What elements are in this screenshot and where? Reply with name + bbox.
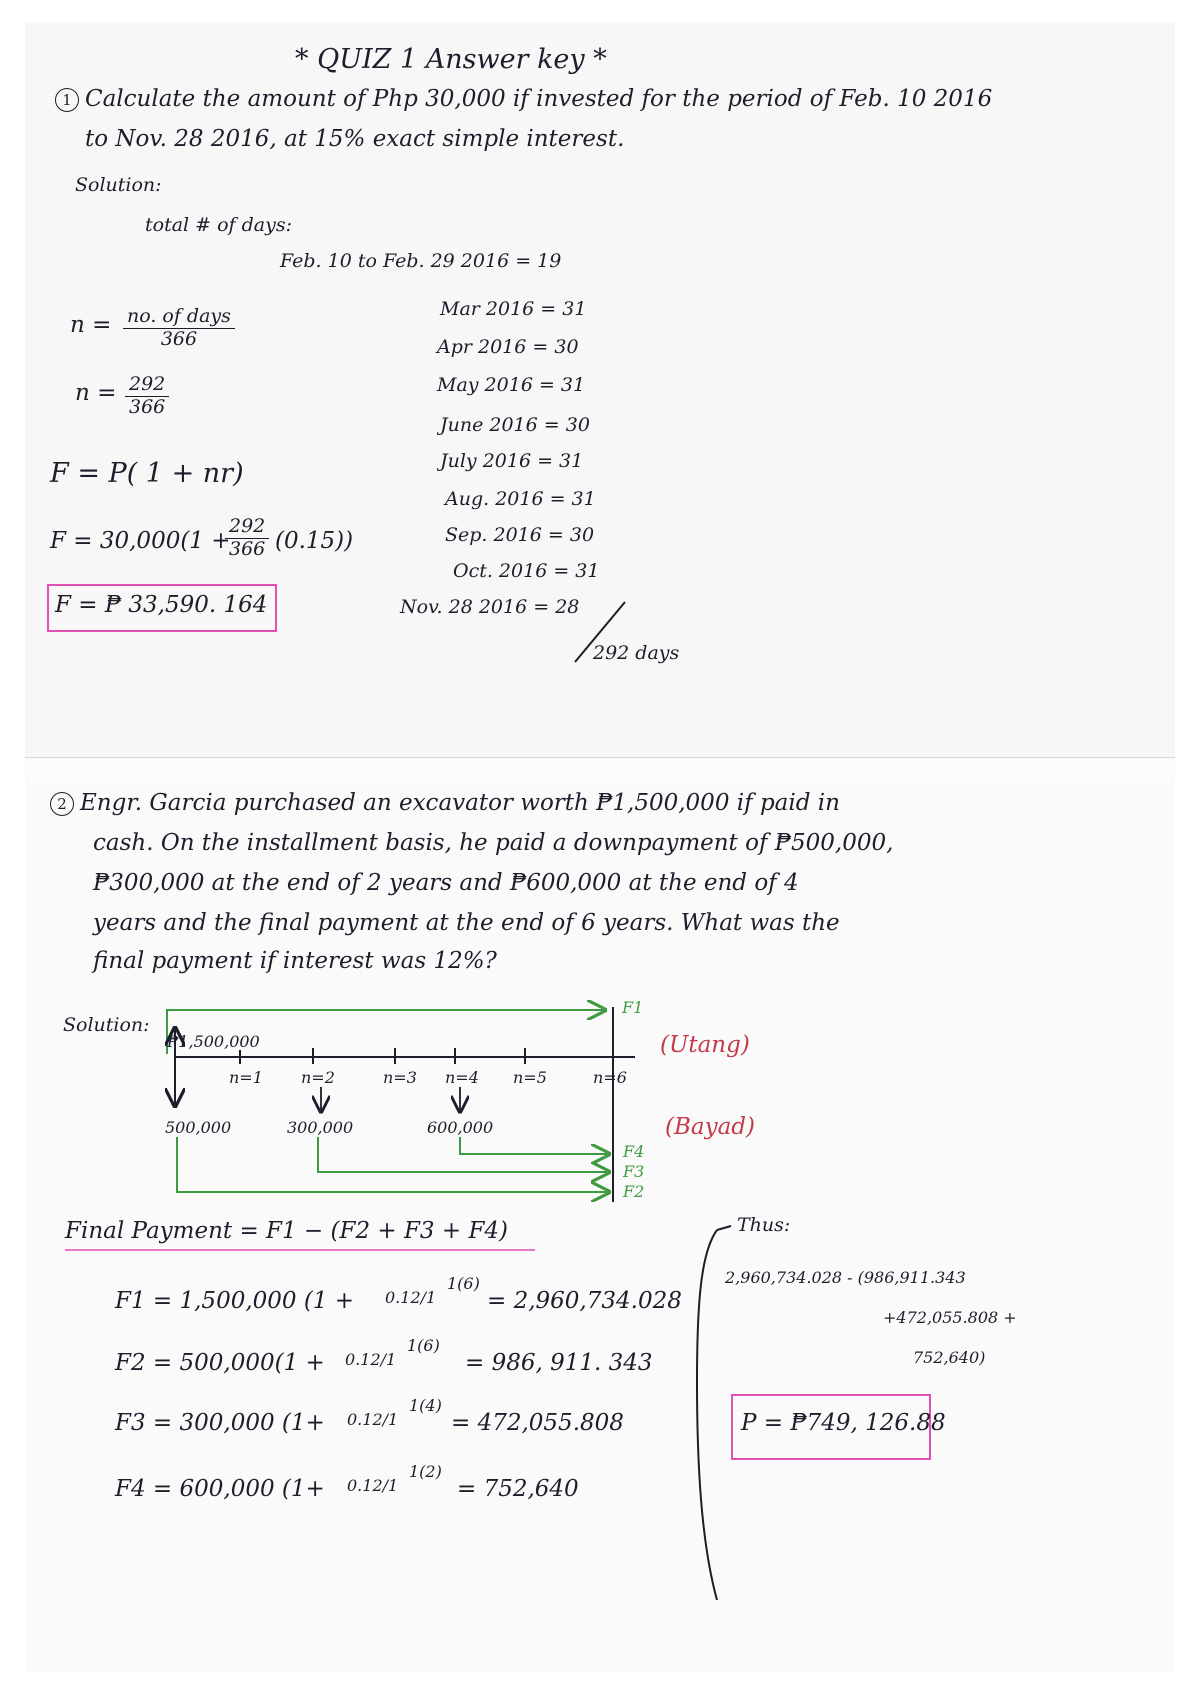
f-formula: F = P( 1 + nr) bbox=[50, 458, 244, 489]
thus-label: Thus: bbox=[737, 1214, 791, 1236]
problem-2-number: 2 bbox=[50, 792, 74, 816]
diagram-f3-label: F3 bbox=[623, 1162, 645, 1181]
thus-line-3: 752,640) bbox=[913, 1348, 986, 1367]
n-formula-denominator: 366 bbox=[160, 327, 198, 350]
f-sub-numerator: 292 bbox=[225, 516, 269, 539]
days-row-nov: Nov. 28 2016 = 28 bbox=[400, 596, 580, 618]
problem-1-number: 1 bbox=[55, 88, 79, 112]
diagram-f1-label: F1 bbox=[622, 998, 644, 1017]
diagram-f4-label: F4 bbox=[623, 1142, 645, 1161]
diagram-f2-label: F2 bbox=[623, 1182, 645, 1201]
diagram-period-4: n=4 bbox=[445, 1068, 479, 1087]
diagram-period-5: n=5 bbox=[513, 1068, 547, 1087]
quiz-title: * QUIZ 1 Answer key * bbox=[295, 44, 607, 75]
equation-f1-lhs: F1 = 1,500,000 (1 + bbox=[115, 1288, 355, 1314]
final-payment-formula: Final Payment = F1 − (F2 + F3 + F4) bbox=[65, 1218, 509, 1244]
equation-f4-exponent: 1(2) bbox=[409, 1462, 442, 1481]
days-row-apr: Apr 2016 = 30 bbox=[437, 336, 579, 358]
diagram-top-value: ₱1,500,000 bbox=[167, 1032, 260, 1051]
equation-f2-fraction: 0.12/1 bbox=[345, 1350, 397, 1369]
problem-2-solution-label: Solution: bbox=[63, 1014, 150, 1036]
diagram-period-2: n=2 bbox=[301, 1068, 335, 1087]
equation-f4-fraction: 0.12/1 bbox=[347, 1476, 399, 1495]
n-value-denominator: 366 bbox=[129, 395, 166, 418]
days-row-feb: Feb. 10 to Feb. 29 2016 = 19 bbox=[280, 250, 562, 272]
f-substitution-rhs: (0.15)) bbox=[275, 528, 354, 554]
equation-f1-exponent: 1(6) bbox=[447, 1274, 480, 1293]
diagram-bayad-label: (Bayad) bbox=[665, 1114, 755, 1140]
days-row-oct: Oct. 2016 = 31 bbox=[453, 560, 600, 582]
thus-line-1: 2,960,734.028 - (986,911.343 bbox=[725, 1268, 966, 1287]
days-row-sep: Sep. 2016 = 30 bbox=[445, 524, 595, 546]
equation-f2-result: = 986, 911. 343 bbox=[465, 1350, 653, 1376]
diagram-utang-label: (Utang) bbox=[660, 1032, 750, 1058]
problem-1-solution-label: Solution: bbox=[75, 174, 162, 196]
equation-f3-result: = 472,055.808 bbox=[451, 1410, 624, 1436]
diagram-payment-300k: 300,000 bbox=[287, 1118, 354, 1137]
days-row-jun: June 2016 = 30 bbox=[440, 414, 590, 436]
days-row-may: May 2016 = 31 bbox=[437, 374, 586, 396]
problem-2-line-4: years and the final payment at the end of 6 years. What was the bbox=[93, 910, 840, 936]
equation-f2-exponent: 1(6) bbox=[407, 1336, 440, 1355]
diagram-payment-600k: 600,000 bbox=[427, 1118, 494, 1137]
equation-f3-fraction: 0.12/1 bbox=[347, 1410, 399, 1429]
n-formula-numerator: no. of days bbox=[123, 306, 235, 329]
problem-1-answer: F = ₱ 33,590. 164 bbox=[55, 592, 268, 618]
thus-line-2: +472,055.808 + bbox=[883, 1308, 1017, 1327]
days-row-mar: Mar 2016 = 31 bbox=[440, 298, 587, 320]
diagram-period-1: n=1 bbox=[229, 1068, 263, 1087]
total-days-label: total # of days: bbox=[145, 214, 292, 236]
equation-f1-result: = 2,960,734.028 bbox=[487, 1288, 682, 1314]
diagram-period-3: n=3 bbox=[383, 1068, 417, 1087]
equation-f4-lhs: F4 = 600,000 (1+ bbox=[115, 1476, 325, 1502]
problem-2-line-3: ₱300,000 at the end of 2 years and ₱600,000 at the end of 4 bbox=[93, 870, 799, 896]
problem-1-sheet bbox=[25, 22, 1175, 758]
problem-2-question: Engr. Garcia purchased an excavator worth ₱1,500,000 if paid in bbox=[80, 790, 840, 816]
equation-f3-lhs: F3 = 300,000 (1+ bbox=[115, 1410, 325, 1436]
problem-2-answer: P = ₱749, 126.88 bbox=[741, 1410, 946, 1436]
equation-f4-result: = 752,640 bbox=[457, 1476, 579, 1502]
problem-1-question: Calculate the amount of Php 30,000 if invested for the period of Feb. 10 2016 bbox=[85, 86, 993, 112]
equation-f3-exponent: 1(4) bbox=[409, 1396, 442, 1415]
problem-1-line-2: to Nov. 28 2016, at 15% exact simple interest. bbox=[85, 126, 625, 152]
n-value-lhs: n = bbox=[75, 380, 117, 406]
problem-2-line-2: cash. On the installment basis, he paid a downpayment of ₱500,000, bbox=[93, 830, 894, 856]
answer-key-page bbox=[25, 22, 1175, 1672]
total-days-value: 292 days bbox=[593, 642, 680, 664]
equation-f1-fraction: 0.12/1 bbox=[385, 1288, 437, 1307]
problem-2-sheet bbox=[25, 782, 1175, 1672]
days-row-aug: Aug. 2016 = 31 bbox=[445, 488, 596, 510]
n-formula-lhs: n = bbox=[70, 312, 112, 338]
f-substitution-lhs: F = 30,000(1 + bbox=[50, 528, 231, 554]
diagram-period-6: n=6 bbox=[593, 1068, 627, 1087]
problem-2-line-5: final payment if interest was 12%? bbox=[93, 948, 497, 974]
days-row-jul: July 2016 = 31 bbox=[440, 450, 584, 472]
f-sub-denominator: 366 bbox=[229, 537, 266, 560]
equation-f2-lhs: F2 = 500,000(1 + bbox=[115, 1350, 325, 1376]
diagram-payment-500k: 500,000 bbox=[165, 1118, 232, 1137]
n-value-numerator: 292 bbox=[125, 374, 169, 397]
